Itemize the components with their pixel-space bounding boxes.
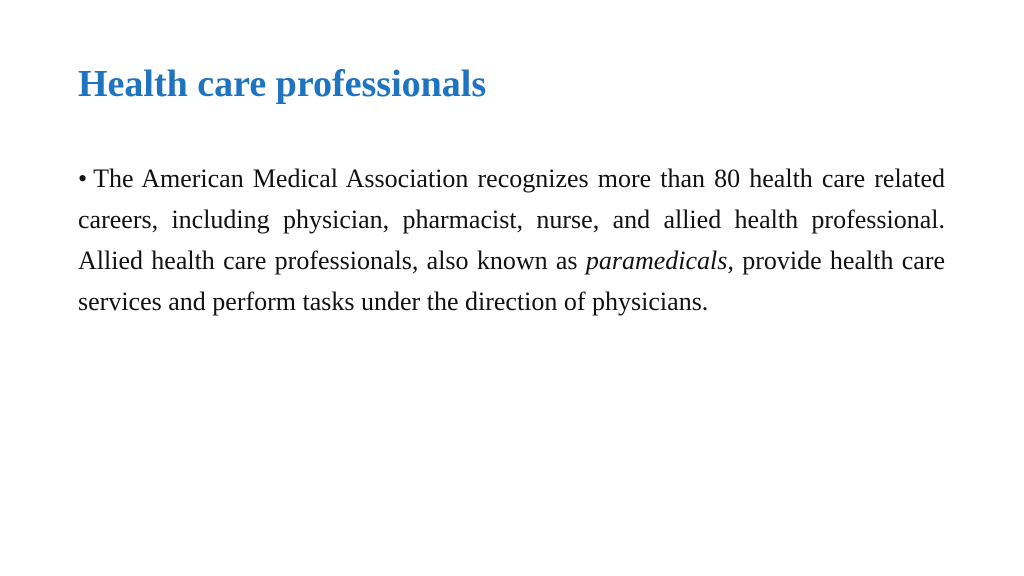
bullet-paragraph [78, 158, 945, 322]
paragraph-emphasis: paramedicals, [585, 246, 734, 275]
slide-title: Health care professionals [78, 63, 487, 105]
bullet-icon: • [78, 164, 88, 193]
paragraph-text-part2: provide health care services and perform tasks under the direction of physicians. [78, 246, 946, 316]
paragraph-text-part1: The American Medical Association recognizes more than 80 health care related careers, including physician, pharmacist, nurse, and allied health professional. Allied health care professionals, also known as [78, 164, 945, 275]
